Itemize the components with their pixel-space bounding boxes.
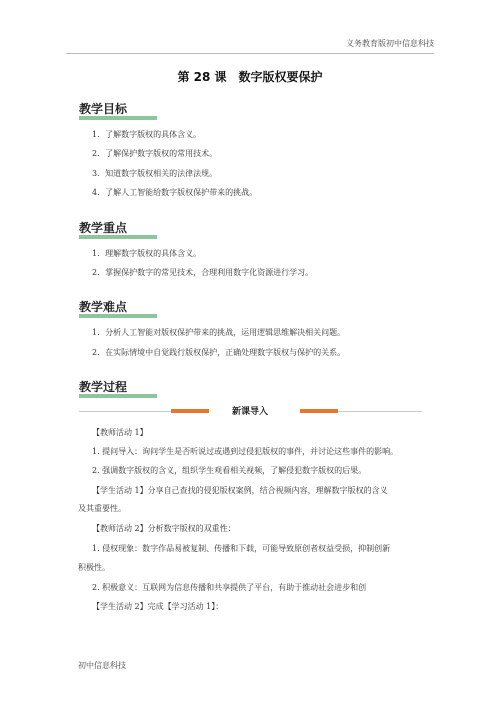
lesson-title: 第 28 课 数字版权要保护 <box>177 70 323 84</box>
paragraph-line: 【学生活动 2】完成【学习活动 1】： <box>92 602 224 611</box>
list-item: 2．在实际情境中自觉践行版权保护，正确处理数字版权与保护的关系。 <box>92 348 346 357</box>
footer-text: 初中信息科技 <box>78 661 126 670</box>
header-divider <box>66 53 434 54</box>
paragraph-line: 及其重要性。 <box>78 504 126 513</box>
section-heading-text: 教学难点 <box>79 300 128 314</box>
paragraph-line: 1. 侵权现象：数字作品易被复制、传播和下载，可能导致原创者权益受损，抑制创新 <box>92 544 391 553</box>
paragraph-line: 2. 积极意义：互联网为信息传播和共享提供了平台，有助于推动社会进步和创 <box>92 583 367 592</box>
paragraph-line: 【教师活动 2】分析数字版权的双重性： <box>92 524 236 533</box>
list-item: 1．了解数字版权的具体含义。 <box>92 130 202 139</box>
section-heading-difficulties <box>79 298 127 315</box>
list-item: 1．理解数字版权的具体含义。 <box>92 249 202 258</box>
banner-title: 新课导入 <box>231 407 268 417</box>
section-heading-key-points <box>79 219 127 236</box>
section-heading-goals <box>79 100 127 117</box>
list-item: 1．分析人工智能对版权保护带来的挑战，运用逻辑思维解决相关问题。 <box>92 328 346 337</box>
list-item: 3．知道数字版权相关的法律法规。 <box>92 169 218 178</box>
section-heading-text: 教学过程 <box>79 380 128 394</box>
paragraph-line: 【教师活动 1】 <box>92 428 148 437</box>
heading-underline <box>79 394 157 398</box>
header-text: 义务教育版初中信息科技 <box>346 39 434 48</box>
list-item: 2．了解保护数字版权的常用技术。 <box>92 149 218 158</box>
heading-underline <box>79 314 157 318</box>
paragraph-line: 积极性。 <box>78 563 110 572</box>
section-heading-text: 教学目标 <box>79 102 128 116</box>
paragraph-line: 2. 强调数字版权的含义，组织学生观看相关视频，了解侵犯数字版权的后果。 <box>92 466 367 475</box>
list-item: 4．了解人工智能给数字版权保护带来的挑战。 <box>92 188 258 197</box>
banner-accent-right <box>300 409 338 413</box>
section-heading-text: 教学重点 <box>79 221 128 235</box>
banner-line-right <box>338 411 422 412</box>
list-item: 2．掌握保护数字的常见技术，合理利用数字化资源进行学习。 <box>92 268 314 277</box>
section-heading-process <box>79 378 127 395</box>
heading-underline <box>79 116 157 120</box>
heading-underline <box>79 235 157 239</box>
paragraph-line: 1. 提问导入：询问学生是否听说过或遇到过侵犯版权的事件，并讨论这些事件的影响。 <box>92 447 399 456</box>
paragraph-line: 【学生活动 1】分享自己查找的侵犯版权案例，结合视频内容，理解数字版权的含义 <box>92 486 388 495</box>
